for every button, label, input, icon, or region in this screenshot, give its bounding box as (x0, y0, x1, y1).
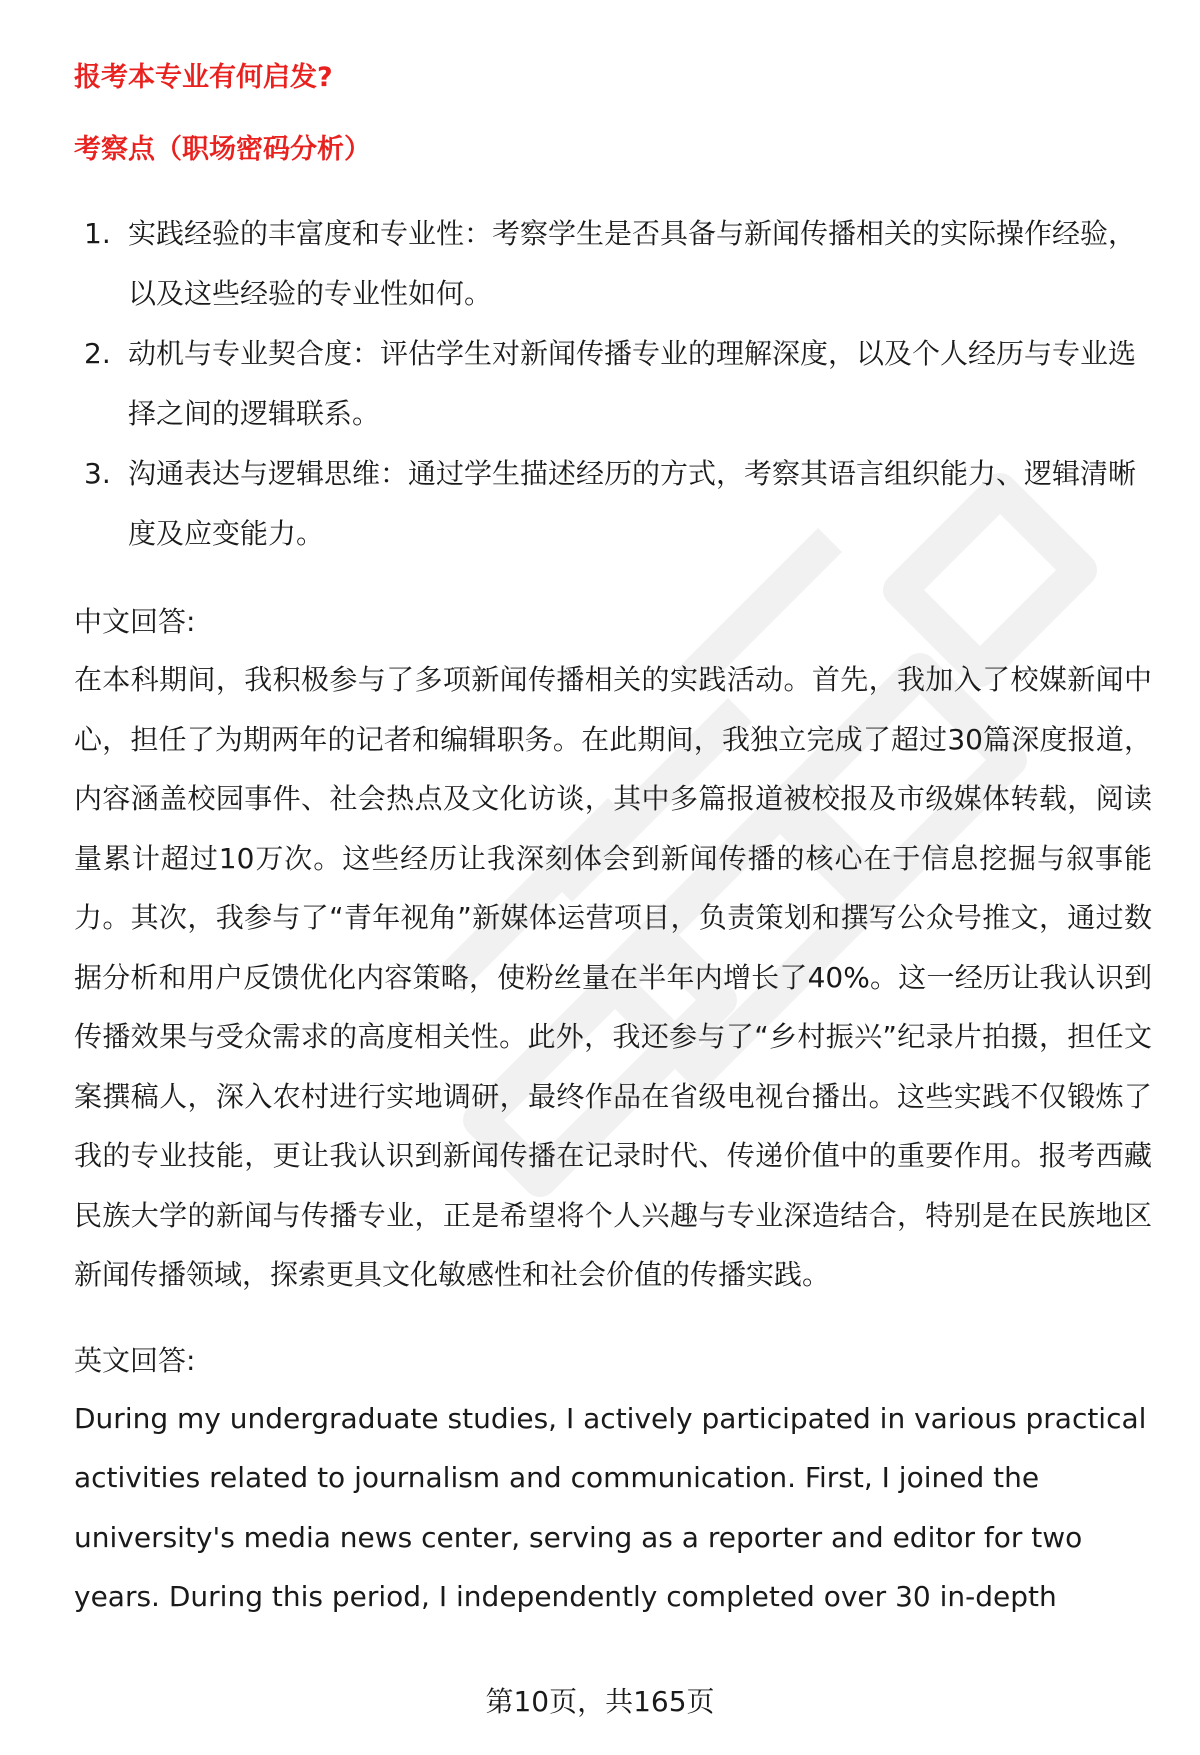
list-item-number: 2. (84, 337, 111, 370)
list-item-number: 1. (84, 217, 111, 250)
list-item-text: 沟通表达与逻辑思维：通过学生描述经历的方式，考察其语言组织能力、逻辑清晰度及应变能力。 (128, 457, 1137, 550)
list-item-number: 3. (84, 457, 111, 490)
assessment-heading: 考察点（职场密码分析） (74, 134, 371, 165)
content-area (74, 58, 1152, 1627)
list-item (74, 324, 1152, 444)
list-item (74, 204, 1152, 324)
list-item-text: 实践经验的丰富度和专业性：考察学生是否具备与新闻传播相关的实际操作经验，以及这些经验的专业性如何。 (128, 217, 1137, 310)
question-heading: 报考本专业有何启发? (74, 62, 333, 93)
english-answer-label: 英文回答: (74, 1343, 196, 1377)
english-answer-text: During my undergraduate studies, I actively participated in various practical activities related to journalism and communication. First, I joined the university's media news center, serving as a reporter and editor for two years. During this period, I independently completed over 30 in-depth (74, 1401, 1147, 1613)
list-item-text: 动机与专业契合度：评估学生对新闻传播专业的理解深度，以及个人经历与专业选择之间的逻辑联系。 (128, 337, 1137, 430)
page-number-footer: 第10页，共165页 (485, 1685, 715, 1718)
assessment-points-list (74, 204, 1152, 564)
chinese-answer-label: 中文回答: (74, 605, 196, 638)
chinese-answer-text: 在本科期间，我积极参与了多项新闻传播相关的实践活动。首先，我加入了校媒新闻中心，担任了为期两年的记者和编辑职务。在此期间，我独立完成了超过30篇深度报道，内容涵盖校园事件、社会热点及文化访谈，其中多篇报道被校报及市级媒体转载，阅读量累计超过10万次。这些经历让我深刻体会到新闻传播的核心在于信息挖掘与叙事能力。其次，我参与了“青年视角”新媒体运营项目，负责策划和撰写公众号推文，通过数据分析和用户反馈优化内容策略，使粉丝量在半年内增长了40%。这一经历让我认识到传播效果与受众需求的高度相关性。此外，我还参与了“乡村振兴”纪录片拍摄，担任文案撰稿人，深入农村进行实地调研，最终作品在省级电视台播出。这些实践不仅锻炼了我的专业技能，更让我认识到新闻传播在记录时代、传递价值中的重要作用。报考西藏民族大学的新闻与传播专业，正是希望将个人兴趣与专业深造结合，特别是在民族地区新闻传播领域，探索更具文化敏感性和社会价值的传播实践。 (74, 663, 1152, 1291)
list-item (74, 444, 1152, 564)
